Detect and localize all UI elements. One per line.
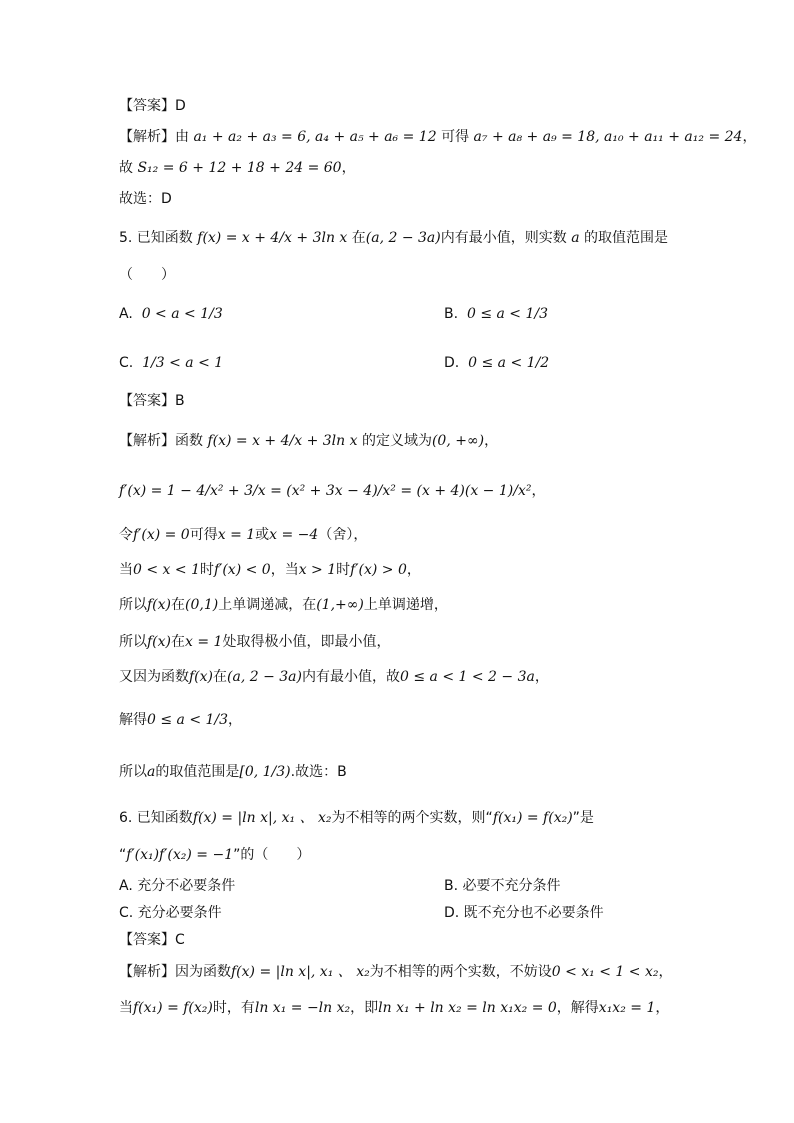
q5-analysis-line7: 又因为函数f(x)在(a, 2 − 3a)内有最小值，故0 ≤ a < 1 < 2 − 3a， [119,669,549,685]
q4-eq2: a₇ + a₈ + a₉ = 18, a₁₀ + a₁₁ + a₁₂ = 24 [473,129,743,145]
q5-paren: （ ） [119,267,175,283]
q6-option-d: D. 既不充分也不必要条件 [444,905,604,921]
q6-analysis-line1: 【解析】因为函数f(x) = |ln x|, x₁ 、 x₂为不相等的两个实数，不妨设0 < x₁ < 1 < x₂， [119,964,673,980]
q5-analysis-line1: 【解析】函数 f(x) = x + 4/x + 3ln x 的定义域为(0, +∞)， [119,433,499,449]
q5-analysis-line9: 所以a的取值范围是[0, 1/3).故选：B [119,764,347,780]
q4-analysis-line1: 【解析】由 a₁ + a₂ + a₃ = 6, a₄ + a₅ + a₆ = 12 可得 a₇ + a₈ + a₉ = 18, a₁₀ + a₁₁ + a₁₂ = 24， [119,129,757,145]
q6-option-a: A. 充分不必要条件 [119,878,236,894]
q5-answer: 【答案】B [119,393,185,409]
q5-derivative: f′(x) = 1 − 4/x² + 3/x = (x² + 3x − 4)/x² = (x + 4)(x − 1)/x²， [119,483,546,499]
q5-function: f(x) = x + 4/x + 3ln x [197,230,348,246]
q5-analysis-line4: 当0 < x < 1时f′(x) < 0，当x > 1时f′(x) > 0， [119,562,421,578]
q6-stem: 6. 已知函数f(x) = |ln x|, x₁ 、 x₂为不相等的两个实数，则“f(x₁) = f(x₂)”是 [119,810,594,826]
q4-eq1: a₁ + a₂ + a₃ = 6, a₄ + a₅ + a₆ = 12 [193,129,437,145]
q6-option-b: B. 必要不充分条件 [444,878,561,894]
q4-answer: 【答案】D [119,98,186,114]
q4-eq3: S₁₂ = 6 + 12 + 18 + 24 = 60 [137,160,342,176]
q4-choose: 故选：D [119,191,172,207]
q5-option-c: C. 1/3 < a < 1 [119,355,224,371]
q5-analysis-line5: 所以f(x)在(0,1)上单调递减，在(1,+∞)上单调递增， [119,597,448,613]
q6-answer: 【答案】C [119,932,185,948]
q5-analysis-line8: 解得0 ≤ a < 1/3， [119,712,243,728]
q5-analysis-line3: 令f′(x) = 0可得x = 1或x = −4（舍）， [119,527,368,543]
q5-option-a: A. 0 < a < 1/3 [119,306,223,322]
q5-option-d: D. 0 ≤ a < 1/2 [444,355,550,371]
q5-option-b: B. 0 ≤ a < 1/3 [444,306,549,322]
q6-analysis-line2: 当f(x₁) = f(x₂)时，有ln x₁ = −ln x₂，即ln x₁ + ln x₂ = ln x₁x₂ = 0，解得x₁x₂ = 1， [119,1000,670,1016]
q4-analysis-line2: 故 S₁₂ = 6 + 12 + 18 + 24 = 60， [119,160,356,176]
q5-analysis-line6: 所以f(x)在x = 1处取得极小值，即最小值， [119,634,391,650]
q6-option-c: C. 充分必要条件 [119,905,222,921]
q6-stem-2: “f′(x₁)f′(x₂) = −1”的（ ） [119,847,311,863]
q5-stem: 5. 已知函数 f(x) = x + 4/x + 3ln x 在(a, 2 − 3a)内有最小值，则实数 a 的取值范围是 [119,230,669,246]
